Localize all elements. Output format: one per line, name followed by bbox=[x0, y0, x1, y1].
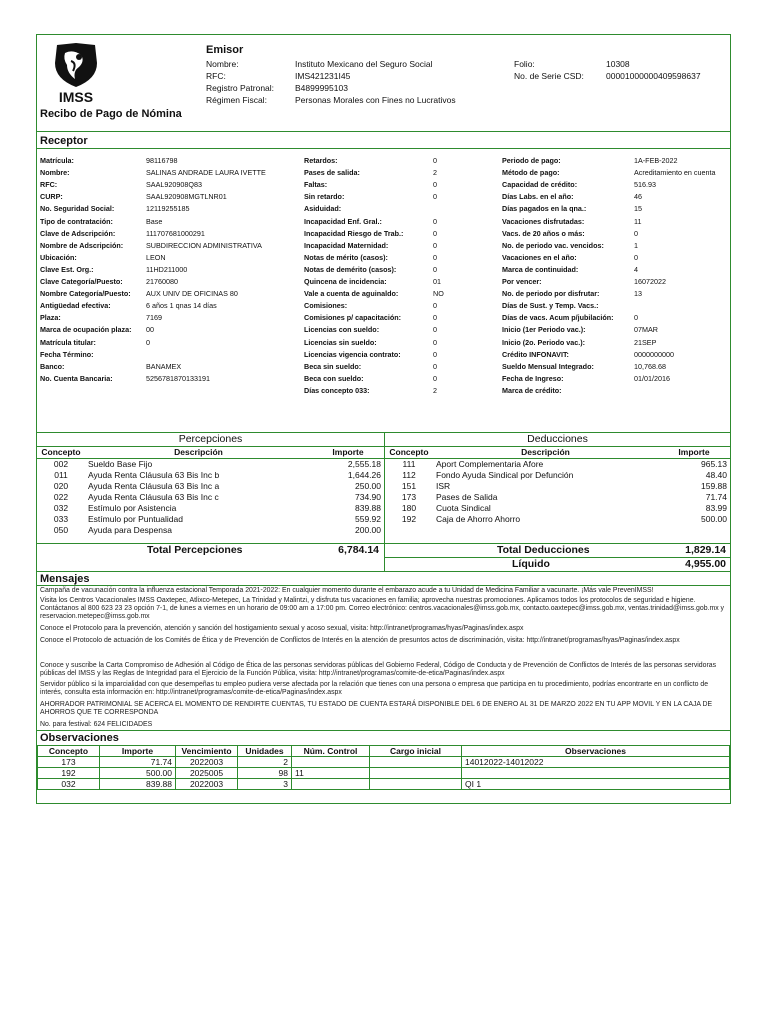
receptor-label: Inicio (2o. Periodo vac.): bbox=[502, 337, 586, 347]
receptor-label: Pases de salida: bbox=[304, 168, 360, 178]
cell-importe: 71.74 bbox=[705, 491, 727, 502]
document-title: Recibo de Pago de Nómina bbox=[40, 108, 182, 120]
receptor-value: 21760080 bbox=[146, 277, 178, 286]
cell-descripcion: Estímulo por Puntualidad bbox=[88, 513, 183, 524]
table-row bbox=[37, 491, 384, 502]
receptor-value: 46 bbox=[634, 192, 642, 202]
receptor-value: 01 bbox=[433, 277, 441, 286]
receptor-label: Sin retardo: bbox=[304, 192, 345, 202]
cell-concepto: 011 bbox=[54, 469, 68, 480]
total-percepciones-value: 6,784.14 bbox=[338, 544, 379, 556]
col-header: Cargo inicial bbox=[370, 746, 462, 757]
receptor-label: Matrícula: bbox=[40, 156, 74, 165]
receptor-label: Matrícula titular: bbox=[40, 337, 96, 347]
receptor-value: 0 bbox=[634, 313, 638, 323]
receptor-label: Licencias con sueldo: bbox=[304, 325, 380, 335]
imss-emblem-icon bbox=[51, 41, 101, 105]
receptor-value: 15 bbox=[634, 204, 642, 214]
cell-importe: 250.00 bbox=[355, 480, 381, 491]
receptor-label: Periodo de pago: bbox=[502, 156, 561, 165]
receptor-value: 21SEP bbox=[634, 337, 657, 347]
message-text: AHORRADOR PATRIMONIAL SE ACERCA EL MOMENTO DE RENDIRTE CUENTAS, TU ESTADO DE CUENTA ESTARÁ DISPONIBLE DEL 6 DE ENERO AL 31 DE MARZO 2022 EN TU APP MOVIL Y EN LA CAJA DE AHORROS QUE TE CORRESPONDA bbox=[40, 701, 713, 716]
receptor-value: 11 bbox=[634, 216, 642, 226]
receptor-label: Días pagados en la qna.: bbox=[502, 204, 587, 214]
receptor-label: Comisiones p/ capacitación: bbox=[304, 313, 402, 323]
table-cell: 2 bbox=[238, 757, 292, 768]
receptor-value: SALINAS ANDRADE LAURA IVETTE bbox=[146, 168, 266, 178]
col-header: Descripción bbox=[521, 447, 570, 458]
cell-descripcion: ISR bbox=[436, 480, 451, 491]
message-text: Conoce el Protocolo de actuación de los Comités de Ética y de Prevención de Conflictos de Interés en la atención de presuntos actos de discriminación, visita: http://intranet/programas/hyas/Paginas/index.aspx bbox=[40, 637, 680, 644]
receptor-label: No. de periodo por disfrutar: bbox=[502, 289, 600, 299]
receptor-value: AUX UNIV DE OFICINAS 80 bbox=[146, 289, 238, 299]
cell-importe: 965.13 bbox=[701, 458, 727, 469]
table-row bbox=[37, 480, 384, 491]
receptor-label: Inicio (1er Periodo vac.): bbox=[502, 325, 586, 335]
receptor-label: Notas de demérito (casos): bbox=[304, 264, 397, 274]
receptor-value: 0 bbox=[433, 264, 437, 274]
receptor-label: Fecha de Ingreso: bbox=[502, 373, 564, 383]
table-row bbox=[37, 524, 384, 535]
emisor-value: Personas Morales con Fines no Lucrativos bbox=[295, 95, 456, 105]
receptor-value: 16072022 bbox=[634, 277, 666, 286]
receptor-label: Vale a cuenta de aguinaldo: bbox=[304, 289, 399, 299]
table-cell bbox=[370, 757, 462, 768]
observaciones-table bbox=[37, 745, 730, 790]
receptor-label: Plaza: bbox=[40, 313, 61, 323]
receptor-value: 0 bbox=[433, 313, 437, 323]
cell-concepto: 180 bbox=[401, 502, 417, 513]
folio-value: 10308 bbox=[606, 59, 630, 69]
cell-importe: 200.00 bbox=[355, 524, 381, 535]
receptor-value: 1 bbox=[634, 240, 638, 250]
emisor-label: Nombre: bbox=[206, 59, 239, 69]
receptor-value: 11HD211000 bbox=[146, 264, 188, 274]
receptor-value: 2 bbox=[433, 168, 437, 178]
cell-concepto: 002 bbox=[53, 458, 69, 469]
table-row bbox=[38, 768, 730, 779]
receptor-label: Marca de crédito: bbox=[502, 385, 562, 395]
receptor-label: Clave de Adscripción: bbox=[40, 228, 116, 238]
receptor-value: 01/01/2016 bbox=[634, 373, 670, 383]
table-cell: 032 bbox=[38, 779, 100, 790]
table-row bbox=[37, 513, 384, 524]
receptor-value: LEON bbox=[146, 252, 166, 262]
cell-descripcion: Aport Complementaria Afore bbox=[436, 458, 544, 469]
receptor-label: CURP: bbox=[40, 192, 63, 202]
cell-descripcion: Cuota Sindical bbox=[436, 502, 491, 513]
receptor-value: 00 bbox=[146, 325, 154, 335]
cell-importe: 2,555.18 bbox=[347, 458, 381, 469]
receptor-label: Vacaciones disfrutadas: bbox=[502, 216, 585, 226]
receptor-label: Antigüedad efectiva: bbox=[40, 301, 111, 311]
receptor-value: 2 bbox=[433, 385, 437, 395]
receptor-value: 0 bbox=[433, 373, 437, 383]
receptor-value: 0 bbox=[433, 192, 437, 202]
receptor-value: 4 bbox=[634, 264, 638, 274]
percepciones-table bbox=[37, 447, 384, 535]
cell-descripcion: Caja de Ahorro Ahorro bbox=[436, 513, 521, 524]
col-header: Vencimiento bbox=[176, 746, 238, 757]
receptor-label: Días concepto 033: bbox=[304, 385, 370, 395]
table-cell bbox=[292, 779, 370, 790]
receptor-value: 0000000000 bbox=[634, 349, 674, 359]
percepciones-heading: Percepciones bbox=[178, 433, 243, 445]
cell-concepto: 151 bbox=[401, 480, 417, 491]
receptor-label: Días de vacs. Acum p/jubilación: bbox=[502, 313, 614, 323]
message-text: Servidor público si la imparcialidad con que desempeñas tu empleo pudiera verse afectada por la relación que tienes con una persona o empresa que participa en tu procedimiento, podrías encontrarte en un conflicto de interés, consulta esta información en: http://intranet/programas/comite-de-etica/Paginas/index.aspx bbox=[40, 681, 709, 696]
col-header: Concepto bbox=[389, 447, 429, 458]
cell-descripcion: Sueldo Base Fijo bbox=[88, 458, 153, 469]
receptor-value: 0 bbox=[433, 361, 437, 371]
receptor-value: 0 bbox=[433, 180, 437, 190]
cell-descripcion: Estímulo por Asistencia bbox=[88, 502, 177, 513]
receptor-label: Sueldo Mensual Integrado: bbox=[502, 361, 594, 371]
receptor-value: 516.93 bbox=[634, 180, 656, 190]
total-percepciones-label: Total Percepciones bbox=[147, 544, 243, 556]
receptor-value: SAAL920908MGTLNR01 bbox=[146, 192, 227, 202]
receptor-label: Vacaciones en el año: bbox=[502, 252, 577, 262]
receptor-value: SAAL920908Q83 bbox=[146, 180, 202, 190]
table-cell bbox=[370, 779, 462, 790]
receptor-value: 0 bbox=[146, 337, 150, 347]
cell-concepto: 112 bbox=[402, 469, 416, 480]
table-cell: 2022003 bbox=[176, 779, 238, 790]
message-text: Visita los Centros Vacacionales IMSS Oaxtepec, Atlixco-Metepec, La Trinidad y Malintzi, y disfruta tus vacaciones en familia; aprovecha nuestras promociones. Aplicamos todos los protocolos de seguridad e higiene. Contáctanos al 800 623 23 23 opción 7-1, de lunes a viernes en un horario de 09:00 am a 17:00 pm. Correo electrónico: centros.vacacionales@imss.gob.mx, contacto.oaxtepec@imss.gob.mx, ventas.trinidad@imss.gob.mx y reservacion.metepec@imss.gob.mx bbox=[40, 597, 725, 620]
receptor-label: Vacs. de 20 años o más: bbox=[502, 228, 585, 238]
table-cell: 3 bbox=[238, 779, 292, 790]
receptor-value: 0 bbox=[433, 228, 437, 238]
payroll-receipt bbox=[36, 34, 731, 804]
receptor-value: 0 bbox=[433, 240, 437, 250]
receptor-value: 12119255185 bbox=[146, 204, 190, 214]
table-row bbox=[37, 458, 384, 469]
table-cell bbox=[462, 768, 730, 779]
emisor-label: Régimen Fiscal: bbox=[206, 95, 267, 105]
receptor-value: 0 bbox=[433, 349, 437, 359]
logo-wordmark: IMSS bbox=[58, 89, 94, 105]
receptor-label: Asiduidad: bbox=[304, 204, 342, 214]
message-text: Conoce el Protocolo para la prevención, atención y sanción del hostigamiento sexual y acoso sexual, visita: http://intranet/programas/hyas/Paginas/index.aspx bbox=[40, 625, 524, 632]
receptor-label: Por vencer: bbox=[502, 277, 542, 286]
table-row bbox=[385, 480, 730, 491]
receptor-label: Licencias sin sueldo: bbox=[304, 337, 377, 347]
cell-concepto: 050 bbox=[53, 524, 69, 535]
table-cell: 14012022-14012022 bbox=[462, 757, 730, 768]
receptor-value: 111707681000291 bbox=[146, 228, 205, 238]
deducciones-heading: Deducciones bbox=[527, 433, 588, 445]
table-cell bbox=[370, 768, 462, 779]
receptor-value: 6 años 1 qnas 14 días bbox=[146, 301, 217, 311]
receptor-label: Ubicación: bbox=[40, 252, 77, 262]
table-cell: 173 bbox=[38, 757, 100, 768]
receptor-label: Fecha Término: bbox=[40, 349, 94, 359]
receptor-label: Nombre de Adscripción: bbox=[40, 240, 124, 250]
receptor-value: 0 bbox=[433, 337, 437, 347]
observaciones-heading: Observaciones bbox=[40, 732, 119, 744]
receptor-label: Días de Sust. y Temp. Vacs.: bbox=[502, 301, 599, 311]
cell-descripcion: Ayuda Renta Cláusula 63 Bis Inc c bbox=[88, 491, 219, 502]
table-row bbox=[385, 469, 730, 480]
receptor-label: Método de pago: bbox=[502, 168, 560, 178]
receptor-label: Marca de ocupación plaza: bbox=[40, 325, 132, 335]
table-cell: 839.88 bbox=[100, 779, 176, 790]
table-cell: 71.74 bbox=[100, 757, 176, 768]
receptor-value: 0 bbox=[433, 301, 437, 311]
cell-importe: 1,644.26 bbox=[347, 469, 381, 480]
mensajes-heading: Mensajes bbox=[40, 573, 90, 585]
receptor-label: Beca sin sueldo: bbox=[304, 361, 362, 371]
cell-descripcion: Ayuda Renta Cláusula 63 Bis Inc b bbox=[88, 469, 220, 480]
message-text: Campaña de vacunación contra la influenza estacional Temporada 2021-2022: En cualquier momento durante el embarazo acude a tu Unidad de Medicina Familiar a vacunarte. ¡Más vale PrevenIMSS! bbox=[40, 587, 654, 594]
cell-descripcion: Pases de Salida bbox=[436, 491, 498, 502]
serie-label: No. de Serie CSD: bbox=[514, 71, 584, 81]
receptor-value: 07MAR bbox=[634, 325, 658, 335]
receptor-value: 5256781870133191 bbox=[146, 373, 210, 383]
cell-concepto: 033 bbox=[53, 513, 69, 524]
receptor-label: Incapacidad Riesgo de Trab.: bbox=[304, 228, 404, 238]
table-row bbox=[385, 458, 730, 469]
receptor-label: RFC: bbox=[40, 180, 58, 190]
receptor-value: 98116798 bbox=[146, 156, 178, 165]
col-header: Unidades bbox=[238, 746, 292, 757]
receptor-label: Licencias vigencia contrato: bbox=[304, 349, 401, 359]
table-row bbox=[37, 502, 384, 513]
receptor-value: BANAMEX bbox=[146, 361, 182, 371]
col-header: Concepto bbox=[38, 746, 100, 757]
receptor-label: No. Seguridad Social: bbox=[40, 204, 115, 214]
col-header: Observaciones bbox=[462, 746, 730, 757]
receptor-value: 0 bbox=[634, 228, 638, 238]
emisor-value: IMS421231I45 bbox=[295, 71, 351, 81]
cell-concepto: 032 bbox=[53, 502, 69, 513]
receptor-value: NO bbox=[433, 289, 444, 299]
receptor-label: Incapacidad Enf. Gral.: bbox=[304, 216, 382, 226]
receptor-label: Quincena de incidencia: bbox=[304, 277, 387, 286]
receptor-value: 1A-FEB-2022 bbox=[634, 156, 678, 165]
receptor-value: 0 bbox=[634, 252, 638, 262]
table-row bbox=[385, 502, 730, 513]
receptor-label: Clave Categoría/Puesto: bbox=[40, 277, 123, 286]
receptor-label: Tipo de contratación: bbox=[40, 216, 113, 226]
emisor-heading: Emisor bbox=[206, 44, 244, 56]
col-header: Importe bbox=[100, 746, 176, 757]
receptor-label: Días Labs. en el año: bbox=[502, 192, 574, 202]
table-cell: 2025005 bbox=[176, 768, 238, 779]
receptor-value: 0 bbox=[433, 252, 437, 262]
col-header: Importe bbox=[332, 447, 364, 458]
receptor-label: Clave Est. Org.: bbox=[40, 264, 94, 274]
col-header: Concepto bbox=[41, 447, 81, 458]
receptor-label: Comisiones: bbox=[304, 301, 348, 311]
receptor-value: Base bbox=[146, 216, 163, 226]
cell-concepto: 020 bbox=[53, 480, 69, 491]
receptor-label: No. Cuenta Bancaria: bbox=[40, 373, 113, 383]
receptor-label: Crédito INFONAVIT: bbox=[502, 349, 569, 359]
receptor-label: Retardos: bbox=[304, 156, 338, 165]
table-cell: 11 bbox=[292, 768, 370, 779]
cell-concepto: 192 bbox=[401, 513, 417, 524]
folio-label: Folio: bbox=[514, 59, 535, 69]
cell-importe: 559.92 bbox=[355, 513, 381, 524]
receptor-value: Acreditamiento en cuenta bbox=[634, 168, 716, 178]
emisor-value: B4899995103 bbox=[295, 83, 348, 93]
table-row bbox=[38, 757, 730, 768]
cell-concepto: 173 bbox=[401, 491, 417, 502]
table-row bbox=[385, 513, 730, 524]
receptor-value: 0 bbox=[433, 325, 437, 335]
receptor-label: Notas de mérito (casos): bbox=[304, 252, 388, 262]
cell-concepto: 022 bbox=[53, 491, 69, 502]
total-deducciones-value: 1,829.14 bbox=[685, 544, 726, 556]
cell-importe: 159.88 bbox=[701, 480, 727, 491]
cell-importe: 83.99 bbox=[705, 502, 727, 513]
table-cell bbox=[292, 757, 370, 768]
liquido-value: 4,955.00 bbox=[685, 558, 726, 570]
cell-importe: 500.00 bbox=[701, 513, 727, 524]
receptor-heading: Receptor bbox=[40, 135, 88, 147]
liquido-label: Líquido bbox=[512, 558, 550, 570]
table-row bbox=[37, 469, 384, 480]
table-cell: QI 1 bbox=[462, 779, 730, 790]
receptor-label: Banco: bbox=[40, 361, 65, 371]
col-header: Núm. Control bbox=[292, 746, 370, 757]
table-cell: 2022003 bbox=[176, 757, 238, 768]
cell-descripcion: Fondo Ayuda Sindical por Defunción bbox=[436, 469, 574, 480]
receptor-value: 7169 bbox=[146, 313, 162, 323]
receptor-value: SUBDIRECCION ADMINISTRATIVA bbox=[146, 240, 262, 250]
receptor-value: 0 bbox=[433, 156, 437, 165]
receptor-label: Faltas: bbox=[304, 180, 328, 190]
table-row bbox=[38, 779, 730, 790]
cell-concepto: 111 bbox=[402, 458, 416, 469]
receptor-label: Incapacidad Maternidad: bbox=[304, 240, 389, 250]
col-header: Importe bbox=[678, 447, 710, 458]
message-text: No. para festival: 624 FELICIDADES bbox=[40, 721, 153, 728]
receptor-label: Capacidad de crédito: bbox=[502, 180, 578, 190]
emisor-label: Registro Patronal: bbox=[206, 83, 275, 93]
total-deducciones-label: Total Deducciones bbox=[497, 544, 590, 556]
table-row bbox=[385, 491, 730, 502]
receptor-label: Beca con sueldo: bbox=[304, 373, 364, 383]
receptor-value: 10,768.68 bbox=[634, 361, 666, 371]
imss-logo bbox=[51, 41, 101, 105]
receptor-value: 0 bbox=[433, 216, 437, 226]
cell-descripcion: Ayuda Renta Cláusula 63 Bis Inc a bbox=[88, 480, 220, 491]
serie-value: 00001000000409598637 bbox=[606, 71, 701, 81]
receptor-label: Nombre Categoría/Puesto: bbox=[40, 289, 131, 299]
table-cell: 98 bbox=[238, 768, 292, 779]
receptor-value: 13 bbox=[634, 289, 642, 299]
emisor-label: RFC: bbox=[206, 71, 226, 81]
emisor-value: Instituto Mexicano del Seguro Social bbox=[295, 59, 433, 69]
col-header: Descripción bbox=[174, 447, 223, 458]
deducciones-table bbox=[385, 447, 730, 524]
receptor-label: Marca de continuidad: bbox=[502, 264, 579, 274]
cell-descripcion: Ayuda para Despensa bbox=[88, 524, 172, 535]
cell-importe: 839.88 bbox=[355, 502, 381, 513]
receptor-label: Nombre: bbox=[40, 168, 70, 178]
message-text: Conoce y suscribe la Carta Compromiso de Adhesión al Código de Ética de las personas servidoras públicas del Gobierno Federal, Código de Conducta y de Prevención de Conflictos de Interés de las personas servidoras públicas del IMSS y las Reglas de Integridad para el Ejercicio de la Función Pública, visita: http://intranet/programas/comite-de-etica/Paginas/index.aspx bbox=[40, 662, 717, 677]
cell-importe: 48.40 bbox=[705, 469, 727, 480]
table-cell: 500.00 bbox=[100, 768, 176, 779]
cell-importe: 734.90 bbox=[355, 491, 381, 502]
receptor-label: No. de periodo vac. vencidos: bbox=[502, 240, 604, 250]
table-cell: 192 bbox=[38, 768, 100, 779]
